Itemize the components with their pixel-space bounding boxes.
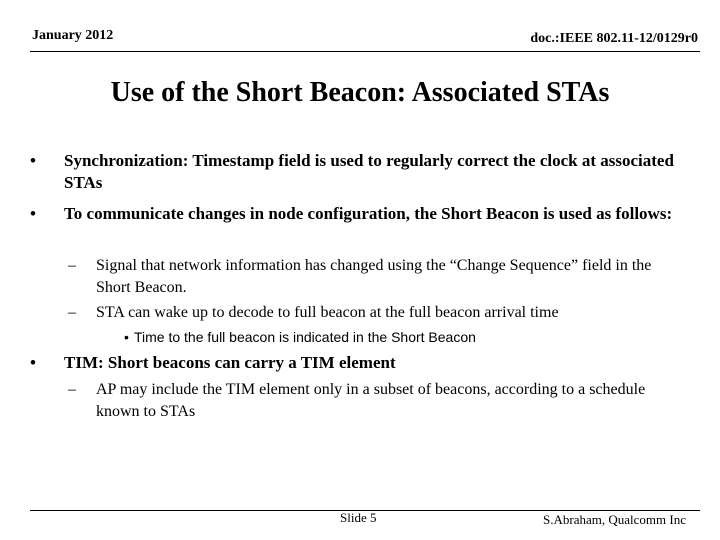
bullet-marker: • bbox=[124, 329, 129, 345]
slide-title: Use of the Short Beacon: Associated STAs bbox=[110, 77, 610, 108]
bullet-marker: • bbox=[30, 151, 36, 170]
header-doc-id: doc.:IEEE 802.11-12/0129r0 bbox=[530, 31, 698, 46]
bullet-text: STA can wake up to decode to full beacon at the full beacon arrival time bbox=[96, 304, 559, 321]
bullet-text: Signal that network information has changed using the “Change Sequence” field in the Short Beacon. bbox=[96, 257, 652, 296]
header-date: January 2012 bbox=[32, 28, 114, 43]
bullet-text: AP may include the TIM element only in a subset of beacons, according to a schedule known to STAs bbox=[96, 381, 646, 420]
bullet-text: To communicate changes in node configuration, the Short Beacon is used as follows: bbox=[64, 204, 673, 223]
bullet-text: Time to the full beacon is indicated in the Short Beacon bbox=[134, 329, 476, 345]
bullet-text: TIM: Short beacons can carry a TIM element bbox=[64, 353, 396, 372]
bullet-marker: – bbox=[68, 257, 76, 274]
bullet-marker: • bbox=[30, 353, 36, 372]
bullet-marker: – bbox=[68, 381, 76, 398]
footer-slide-number: Slide 5 bbox=[340, 510, 377, 525]
bullet-text: Synchronization: Timestamp field is used to regularly correct the clock at associated STAs bbox=[64, 151, 674, 192]
footer-author: S.Abraham, Qualcomm Inc bbox=[543, 512, 686, 527]
bullet-marker: – bbox=[68, 304, 76, 321]
bullet-marker: • bbox=[30, 204, 36, 223]
header-divider bbox=[30, 51, 700, 52]
